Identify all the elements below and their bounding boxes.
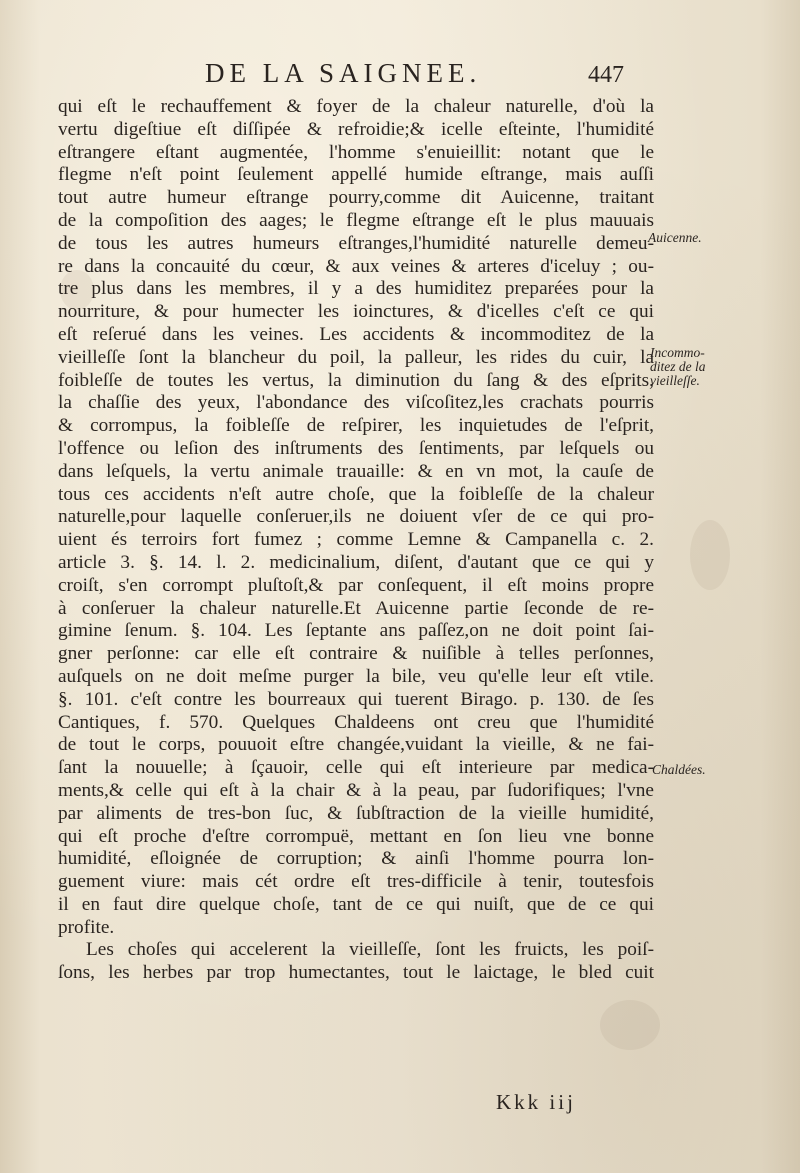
text-line: auſquels on ne doit meſme purger la bile, veu qu'elle leur eſt vtile. (58, 665, 654, 687)
margin-note-auicenne (648, 231, 702, 245)
paper-stain (690, 520, 730, 590)
paper-stain (600, 1000, 660, 1050)
text-line: qui eſt le rechauffement & foyer de la chaleur naturelle, d'où la (58, 96, 654, 117)
running-title: DE LA SAIGNEE. (205, 58, 482, 88)
text-line: par aliments de tres-bon ſuc, & ſubſtraction de la vieille humidité, (58, 802, 654, 824)
text-line: ments,& celle qui eſt à la chair & à la peau, par ſudorifiques; l'vne (58, 779, 654, 801)
text-line: Les choſes qui accelerent la vieilleſſe, ſont les fruicts, les poiſ- (86, 939, 654, 961)
text-line: flegme n'eſt point ſeulement appellé humide eſtrange, mais auſſi (58, 164, 654, 186)
text-line: tous ces accidents n'eſt autre choſe, que la foibleſſe de la chaleur (58, 483, 654, 505)
text-line: article 3. §. 14. l. 2. medicinalium, diſent, d'autant que ce qui y (58, 551, 654, 573)
text-line: tout autre humeur eſtrange pourry,comme dit Auicenne, traitant (58, 187, 654, 209)
margin-note-line: ditez de la (650, 359, 706, 374)
text-line: Cantiques, f. 570. Quelques Chaldeens ont creu que l'humidité (58, 711, 654, 733)
signature-mark: Kkk iij (496, 1090, 576, 1114)
running-head (0, 58, 800, 98)
text-line: ſons, les herbes par trop humectantes, tout le laictage, le bled cuit (58, 962, 654, 984)
margin-note-line: Auicenne. (648, 230, 702, 245)
text-line: vieilleſſe ſont la blancheur du poil, la palleur, les rides du cuir, la (58, 346, 654, 368)
text-line: l'offence ou leſion des inſtruments des ſentiments, par leſquels ou (58, 437, 654, 459)
text-line: croiſt, s'en corrompt pluſtoſt,& par conſequent, il eſt moins propre (58, 574, 654, 596)
margin-note-line: vieilleſſe. (650, 373, 700, 388)
text-line: de tous les autres humeurs eſtranges,l'humidité naturelle demeu- (58, 232, 654, 254)
text-line: tre plus dans les membres, il y a des humiditez preparées pour la (58, 278, 654, 300)
text-line: qui eſt proche d'eſtre corrompuë, mettant en ſon lieu vne bonne (58, 825, 654, 847)
text-line: guement viure: mais cét ordre eſt tres-difficile à tenir, toutesfois (58, 871, 654, 893)
text-line: re dans la concauité du cœur, & aux veines & arteres d'iceluy ; ou- (58, 255, 654, 277)
text-line: eſtrangere eſtant augmentée, l'homme s'enuieillit: notant que le (58, 141, 654, 163)
margin-note-chaldees (652, 763, 706, 777)
text-line: foibleſſe de toutes les vertus, la diminution du ſang & des eſprits, (58, 369, 654, 391)
text-line: ſant la nouuelle; à ſçauoir, celle qui eſt interieure par medica- (58, 757, 654, 779)
text-line: humidité, eſloignée de corruption; & ainſi l'homme pourra lon- (58, 848, 654, 870)
text-line: vertu digeſtiue eſt diſſipée & refroidie;& icelle eſteinte, l'humidité (58, 118, 654, 140)
text-line: il en faut dire quelque choſe, tant de ce qui nuiſt, que de ce qui (58, 893, 654, 915)
text-line: à conſeruer la chaleur naturelle.Et Auicenne partie ſeconde de re- (58, 597, 654, 619)
page-number: 447 (588, 62, 624, 88)
text-line: eſt reſerué dans les veines. Les accidents & incommoditez de la (58, 323, 654, 345)
text-line: uient és terroirs fort fumez ; comme Lemne & Campanella c. 2. (58, 529, 654, 551)
text-line: dans leſquels, la vertu animale trauaille: & en vn mot, la cauſe de (58, 460, 654, 482)
text-line: naturelle,pour laquelle conſeruer,ils ne doiuent vſer de ce qui pro- (58, 506, 654, 528)
text-line: & corrompus, la foibleſſe de reſpirer, les inquietudes de l'eſprit, (58, 415, 654, 437)
text-line: de la compoſition des aages; le flegme eſtrange eſt le plus mauuais (58, 209, 654, 231)
margin-note-line: Chaldées. (652, 762, 706, 777)
margin-note-incommoditez (650, 346, 706, 388)
text-line: gimine ſenum. §. 104. Les ſeptante ans paſſez,on ne doit point ſai- (58, 620, 654, 642)
text-line: la chaſſie des yeux, l'abondance des viſcoſitez,les crachats pourris (58, 392, 654, 414)
text-line: profite. (58, 916, 115, 938)
text-line: nourriture, & pour humecter les ioinctures, & d'icelles c'eſt ce qui (58, 301, 654, 323)
text-line: de tout le corps, pouuoit eſtre changée,vuidant la vieille, & ne fai- (58, 734, 654, 756)
text-line: §. 101. c'eſt contre les bourreaux qui tuerent Birago. p. 130. de ſes (58, 688, 654, 710)
text-line: gner perſonne: car elle eſt contraire & nuiſible à telles perſonnes, (58, 643, 654, 665)
body-text (58, 96, 654, 985)
margin-note-line: Incommo- (650, 345, 705, 360)
